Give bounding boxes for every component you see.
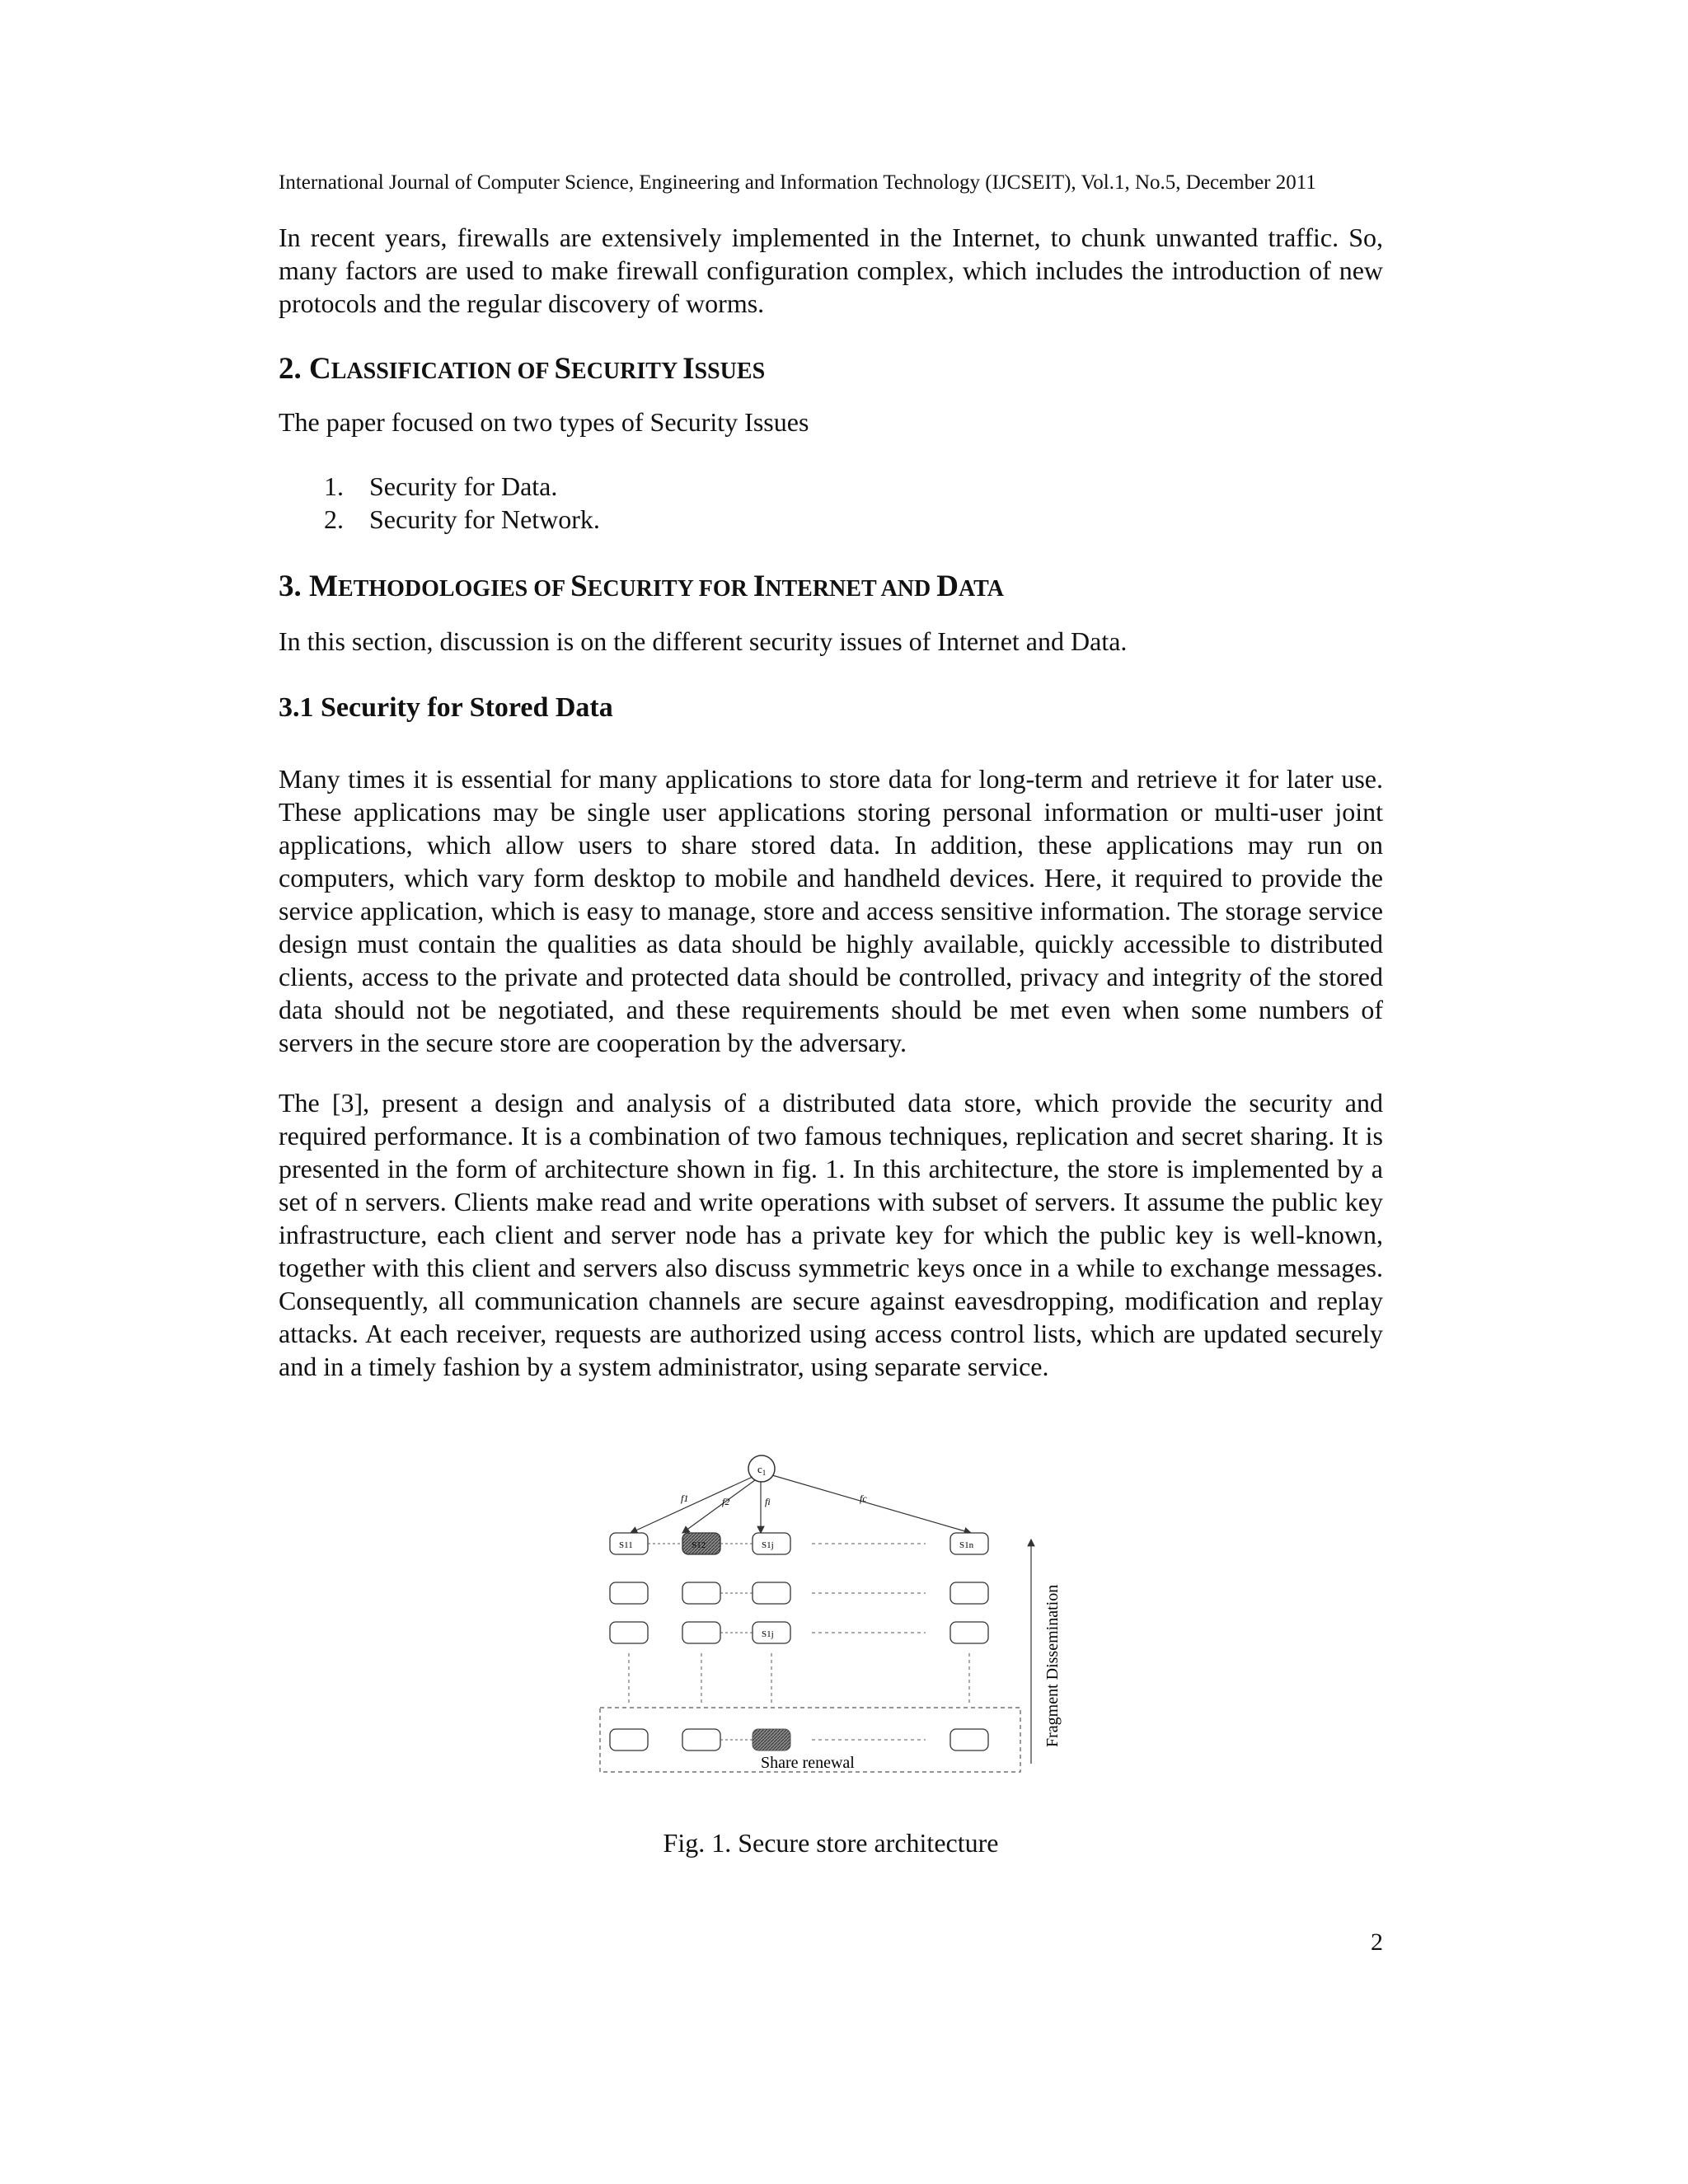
edge-label-fc: fc bbox=[860, 1493, 867, 1504]
server-node bbox=[753, 1582, 790, 1604]
edge-fc bbox=[772, 1475, 971, 1533]
list-item: 1. Security for Data. bbox=[324, 471, 558, 501]
security-issues-list bbox=[324, 470, 600, 536]
section-3-intro: In this section, discussion is on the different security issues of Internet and Data. bbox=[279, 626, 1128, 656]
list-item: 2. Security for Network. bbox=[324, 504, 600, 534]
edge-f2 bbox=[682, 1480, 755, 1533]
section-3-1-paragraph-2: The [3], present a design and analysis of a distributed data store, which provide the security and required performance. It is a combination of two famous techniques, replication and secret sharing. It is presented in the form of architecture shown in fig. 1. In this architecture, the store is implemented by a set of n servers. Clients make read and write operations with subset of servers. It assume the public key infrastructure, each client and server node has a private key for which the public key is well-known, together with this client and servers also discuss symmetric keys once in a while to exchange messages. Consequently, all communication channels are secure against eavesdropping, modification and replay attacks. At each receiver, requests are authorized using access control lists, which are updated securely and in a timely fashion by a system administrator, using separate service. bbox=[279, 1088, 1383, 1381]
section-2-heading: 2. CLASSIFICATION OF SECURITY ISSUES bbox=[279, 352, 766, 386]
edge-label-fi: fi bbox=[765, 1496, 771, 1507]
server-node bbox=[610, 1622, 648, 1643]
server-node bbox=[682, 1729, 720, 1750]
figure-caption: Fig. 1. Secure store architecture bbox=[663, 1828, 999, 1858]
server-node bbox=[950, 1729, 988, 1750]
section-3-1-heading: 3.1 Security for Stored Data bbox=[279, 692, 613, 723]
server-label: S1j bbox=[762, 1540, 774, 1550]
section-3-heading: 3. METHODOLOGIES OF SECURITY FOR INTERNET AND DATA bbox=[279, 569, 1004, 603]
section-2-intro: The paper focused on two types of Security Issues bbox=[279, 407, 809, 437]
share-renewal-label: Share renewal bbox=[761, 1754, 855, 1772]
page-number: 2 bbox=[1371, 1929, 1383, 1956]
server-label: S1n bbox=[959, 1540, 974, 1550]
journal-header: International Journal of Computer Science, Engineering and Information Technology (IJCSEIT), Vol.1, No.5, December 2011 bbox=[279, 171, 1316, 194]
edge-label-f1: f1 bbox=[681, 1493, 689, 1504]
intro-paragraph: In recent years, firewalls are extensively implemented in the Internet, to chunk unwanted traffic. So, many factors are used to make firewall configuration complex, which includes the introduction of new protocols and the regular discovery of worms. bbox=[279, 223, 1383, 318]
server-label: S11 bbox=[619, 1540, 633, 1550]
server-label: S1j bbox=[762, 1629, 774, 1639]
architecture-diagram bbox=[596, 1442, 1123, 1780]
server-node bbox=[682, 1622, 720, 1643]
server-node-compromised bbox=[753, 1729, 790, 1750]
section-3-1-paragraph-1: Many times it is essential for many applications to store data for long-term and retrieve it for later use. These applications may be single user applications storing personal information or multi-user joint applications, which allow users to share stored data. In addition, these applications may run on computers, which vary form desktop to mobile and handheld devices. Here, it required to provide the service application, which is easy to manage, store and access sensitive information. The storage service design must contain the qualities as data should be highly available, quickly accessible to distributed clients, access to the private and protected data should be controlled, privacy and integrity of the stored data should not be negotiated, and these requirements should be met even when some numbers of servers in the secure store are cooperation by the adversary. bbox=[279, 764, 1383, 1057]
server-node bbox=[610, 1729, 648, 1750]
secure-store-architecture-figure bbox=[596, 1442, 1123, 1780]
server-node bbox=[610, 1582, 648, 1604]
edge-f1 bbox=[631, 1477, 753, 1533]
edge-label-f2: f2 bbox=[722, 1496, 730, 1507]
server-node bbox=[950, 1582, 988, 1604]
fragment-dissemination-label: Fragment Dissemination bbox=[1043, 1584, 1062, 1747]
client-label: $c_1$ bbox=[757, 1463, 767, 1477]
server-label: S12 bbox=[692, 1540, 706, 1550]
server-node bbox=[950, 1622, 988, 1643]
server-node bbox=[682, 1582, 720, 1604]
